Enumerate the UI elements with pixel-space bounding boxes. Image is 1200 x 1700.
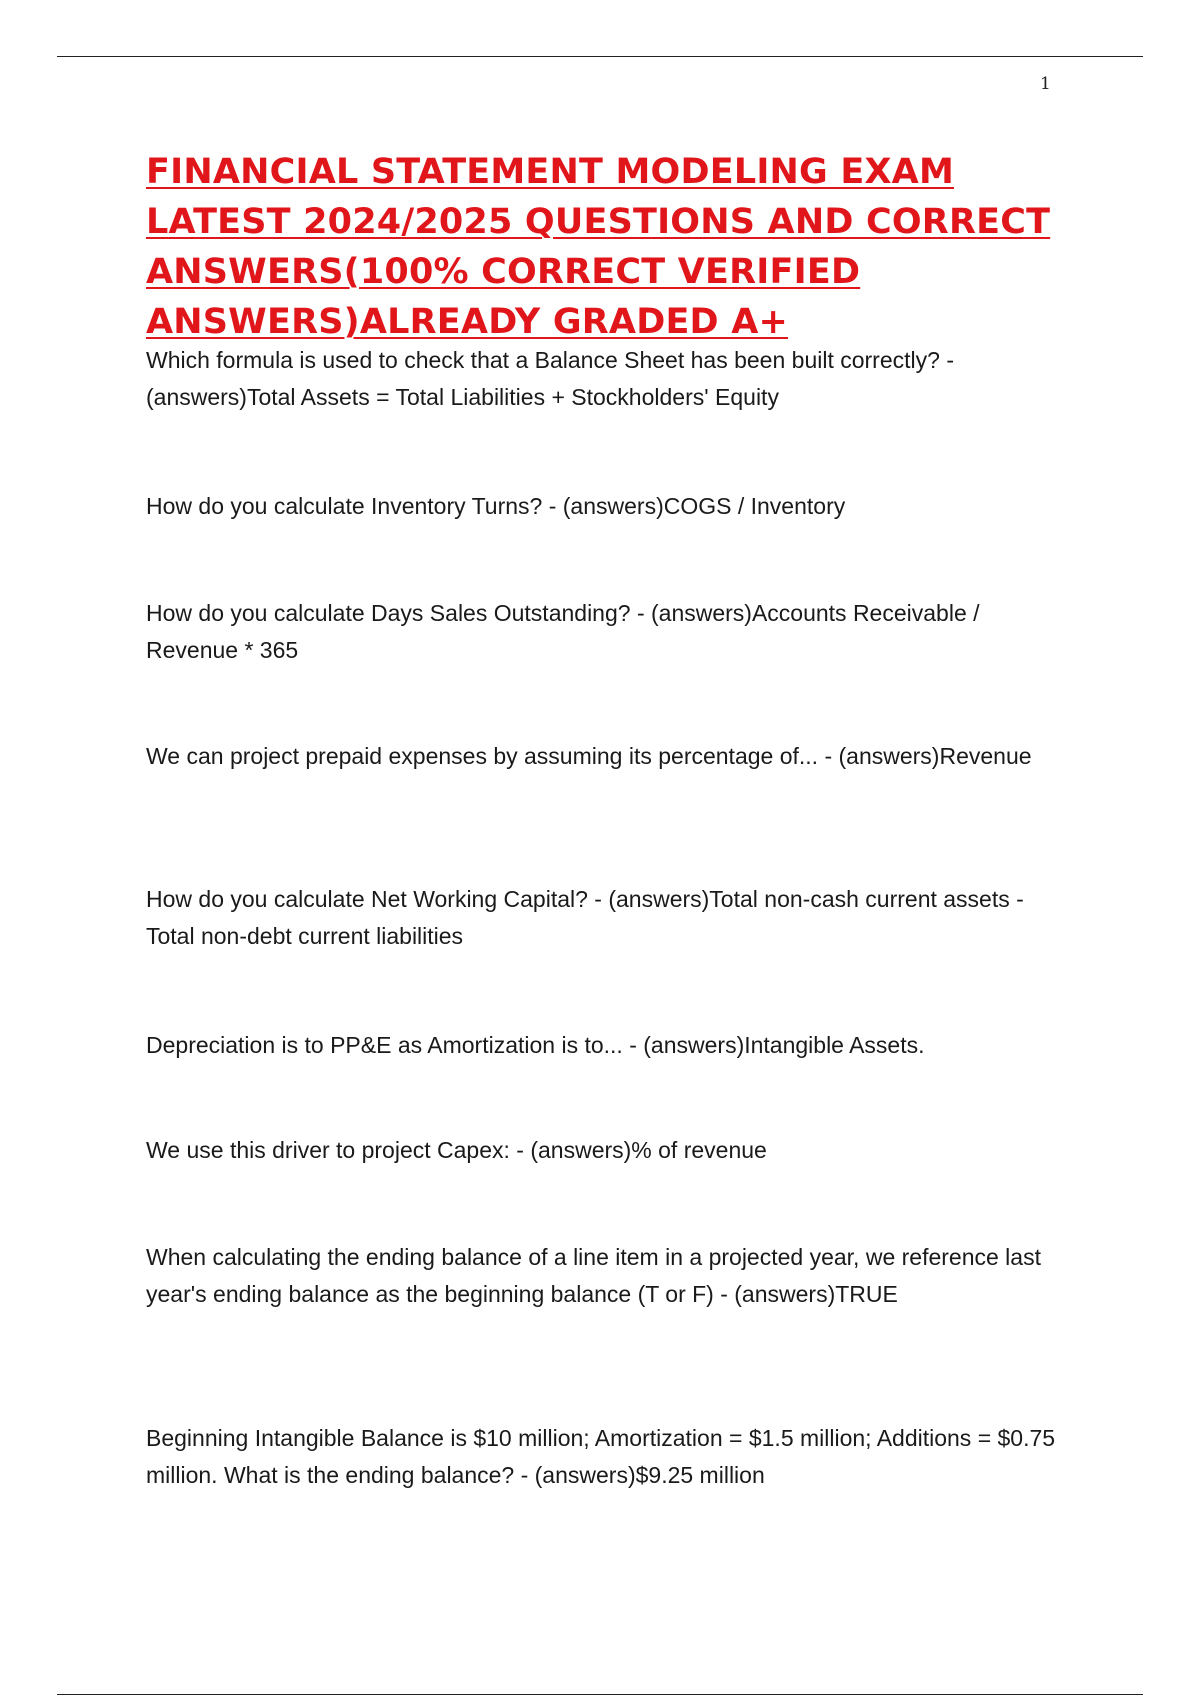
page-number: 1: [1040, 74, 1051, 94]
qa-item-3: How do you calculate Days Sales Outstanding? - (answers)Accounts Receivable / Revenue * 365: [146, 600, 980, 663]
document-title: FINANCIAL STATEMENT MODELING EXAM LATEST 2024/2025 QUESTIONS AND CORRECT ANSWERS(100% CORRECT VERIFIED ANSWERS)ALREADY GRADED A+: [146, 152, 1051, 342]
qa-item-6: Depreciation is to PP&E as Amortization is to... - (answers)Intangible Assets.: [146, 1032, 925, 1058]
qa-item-8: When calculating the ending balance of a line item in a projected year, we reference last year's ending balance as the beginning balance (T or F) - (answers)TRUE: [146, 1244, 1041, 1307]
qa-item-7: We use this driver to project Capex: - (answers)% of revenue: [146, 1137, 767, 1163]
qa-item-5: How do you calculate Net Working Capital? - (answers)Total non-cash current assets - Total non-debt current liabilities: [146, 886, 1024, 949]
qa-item-2: How do you calculate Inventory Turns? - (answers)COGS / Inventory: [146, 493, 846, 519]
footer-rule: [57, 1694, 1143, 1695]
qa-item-4: We can project prepaid expenses by assuming its percentage of... - (answers)Revenue: [146, 743, 1032, 769]
qa-item-9: Beginning Intangible Balance is $10 million; Amortization = $1.5 million; Additions = $0.75 million. What is the ending balance? - (answers)$9.25 million: [146, 1425, 1056, 1488]
qa-item-1: Which formula is used to check that a Balance Sheet has been built correctly? - (answers)Total Assets = Total Liabilities + Stockholders' Equity: [146, 347, 954, 410]
header-rule: [57, 56, 1143, 57]
